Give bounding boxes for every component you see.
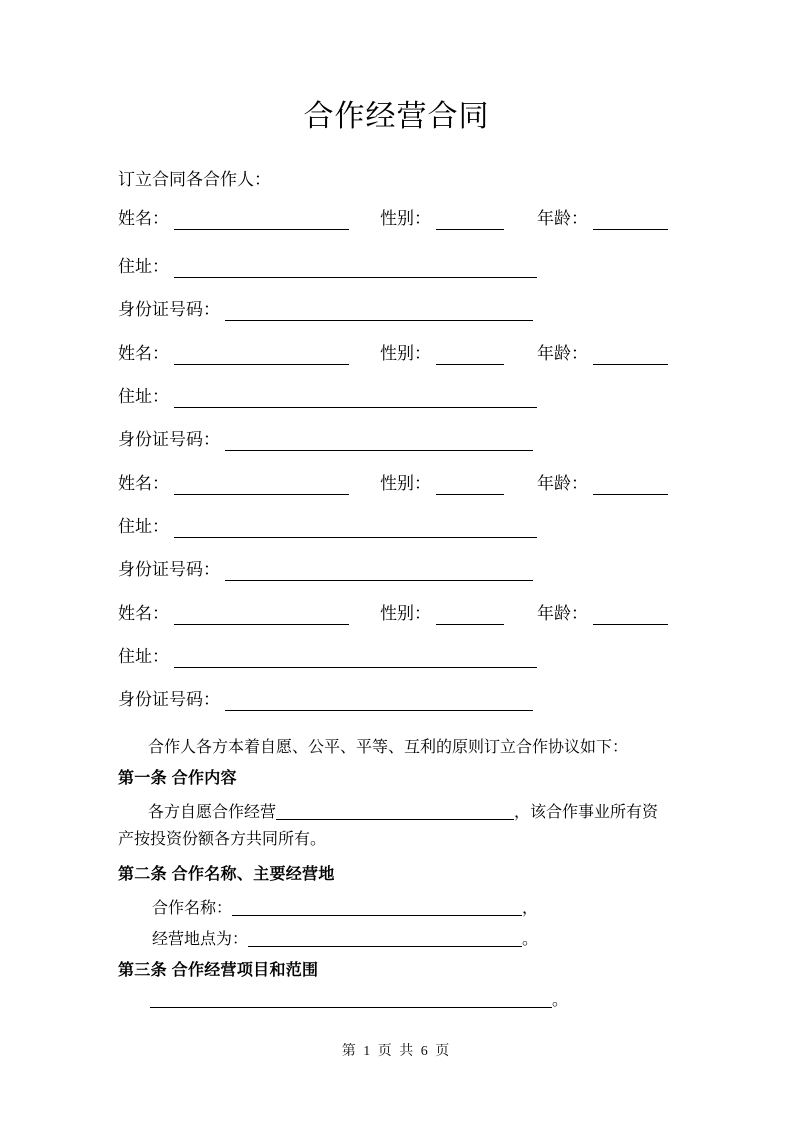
gender-label: 性别： [380, 474, 431, 493]
address-label: 住址： [118, 647, 169, 666]
party-4-address-input[interactable] [174, 648, 537, 668]
address-label: 住址： [118, 257, 169, 276]
id-number-label: 身份证号码： [118, 430, 220, 449]
party-1-row-address [0, 256, 793, 286]
age-label: 年龄： [537, 209, 588, 228]
gender-label: 性别： [380, 604, 431, 623]
party-1-gender-field[interactable] [380, 208, 504, 230]
business-location-input[interactable] [248, 929, 522, 947]
party-2-row-identity [0, 343, 793, 373]
party-3-name-field[interactable] [118, 473, 349, 495]
party-2-row-id [0, 429, 793, 459]
party-4-age-field[interactable] [537, 603, 668, 625]
party-2-age-field[interactable] [537, 343, 668, 365]
id-number-label: 身份证号码： [118, 300, 220, 319]
party-2-row-address [0, 386, 793, 416]
party-2-gender-input[interactable] [436, 345, 504, 365]
age-label: 年龄： [537, 604, 588, 623]
article-2-field-location [152, 927, 538, 953]
gender-label: 性别： [380, 209, 431, 228]
address-label: 住址： [118, 387, 169, 406]
party-3-address-field[interactable] [118, 516, 537, 538]
gender-label: 性别： [380, 344, 431, 363]
party-3-id-input[interactable] [225, 561, 533, 581]
intro-text: 订立合同各合作人： [118, 170, 271, 189]
age-label: 年龄： [537, 474, 588, 493]
party-3-age-input[interactable] [593, 475, 668, 495]
article-2-heading: 第二条 合作名称、主要经营地 [118, 866, 335, 883]
party-3-gender-input[interactable] [436, 475, 504, 495]
age-label: 年龄： [537, 344, 588, 363]
party-1-gender-input[interactable] [436, 210, 504, 230]
name-label: 姓名： [118, 344, 169, 363]
party-2-age-input[interactable] [593, 345, 668, 365]
preamble-paragraph: 合作人各方本着自愿、公平、平等、互利的原则订立合作协议如下： [148, 739, 629, 756]
party-4-row-identity [0, 603, 793, 633]
party-4-name-input[interactable] [174, 605, 349, 625]
party-4-row-id [0, 689, 793, 719]
address-label: 住址： [118, 517, 169, 536]
party-2-gender-field[interactable] [380, 343, 504, 365]
article-1-text-before-blank: 各方自愿合作经营 [148, 804, 277, 821]
article-1-business-input[interactable] [276, 802, 514, 820]
article-1-text-after-blank: ，该合作事业所有资 [514, 804, 659, 821]
name-label: 姓名： [118, 209, 169, 228]
article-3-scope-input[interactable] [150, 990, 552, 1008]
party-3-age-field[interactable] [537, 473, 668, 495]
party-3-id-field[interactable] [118, 559, 533, 581]
party-4-row-address [0, 646, 793, 676]
party-1-id-field[interactable] [118, 299, 533, 321]
party-4-address-field[interactable] [118, 646, 537, 668]
party-4-name-field[interactable] [118, 603, 349, 625]
name-label: 姓名： [118, 474, 169, 493]
cooperation-name-label: 合作名称： [152, 900, 233, 917]
party-1-row-id [0, 299, 793, 329]
party-2-address-input[interactable] [174, 388, 537, 408]
party-1-id-input[interactable] [225, 301, 533, 321]
id-number-label: 身份证号码： [118, 690, 220, 709]
business-location-suffix: 。 [522, 931, 539, 948]
party-3-row-id [0, 559, 793, 589]
article-1-heading: 第一条 合作内容 [118, 770, 237, 787]
party-2-id-input[interactable] [225, 431, 533, 451]
cooperation-name-input[interactable] [232, 898, 522, 916]
article-1-paragraph-line-2: 产按投资份额各方共同所有。 [118, 831, 327, 848]
article-3-blank-suffix: 。 [552, 992, 569, 1009]
id-number-label: 身份证号码： [118, 560, 220, 579]
party-3-row-identity [0, 473, 793, 503]
party-2-address-field[interactable] [118, 386, 537, 408]
party-3-address-input[interactable] [174, 518, 537, 538]
party-4-gender-input[interactable] [436, 605, 504, 625]
party-1-address-field[interactable] [118, 256, 537, 278]
party-4-age-input[interactable] [593, 605, 668, 625]
party-2-name-input[interactable] [174, 345, 349, 365]
article-3-heading: 第三条 合作经营项目和范围 [118, 962, 319, 979]
party-3-row-address [0, 516, 793, 546]
page-title: 合作经营合同 [303, 100, 490, 133]
business-location-label: 经营地点为： [152, 931, 249, 948]
party-2-id-field[interactable] [118, 429, 533, 451]
party-3-name-input[interactable] [174, 475, 349, 495]
party-1-age-input[interactable] [593, 210, 668, 230]
party-4-id-input[interactable] [225, 691, 533, 711]
party-2-name-field[interactable] [118, 343, 349, 365]
party-1-row-identity [0, 208, 793, 238]
party-1-address-input[interactable] [174, 258, 537, 278]
party-3-gender-field[interactable] [380, 473, 504, 495]
cooperation-name-suffix: ， [522, 900, 539, 917]
party-1-name-input[interactable] [174, 210, 349, 230]
article-1-paragraph-line-1 [148, 800, 658, 826]
article-2-field-name [152, 896, 538, 922]
party-1-name-field[interactable] [118, 208, 349, 230]
party-4-id-field[interactable] [118, 689, 533, 711]
party-1-age-field[interactable] [537, 208, 668, 230]
name-label: 姓名： [118, 604, 169, 623]
article-3-blank-line [150, 988, 568, 1014]
page-footer: 第 1 页 共 6 页 [341, 1044, 452, 1059]
party-4-gender-field[interactable] [380, 603, 504, 625]
